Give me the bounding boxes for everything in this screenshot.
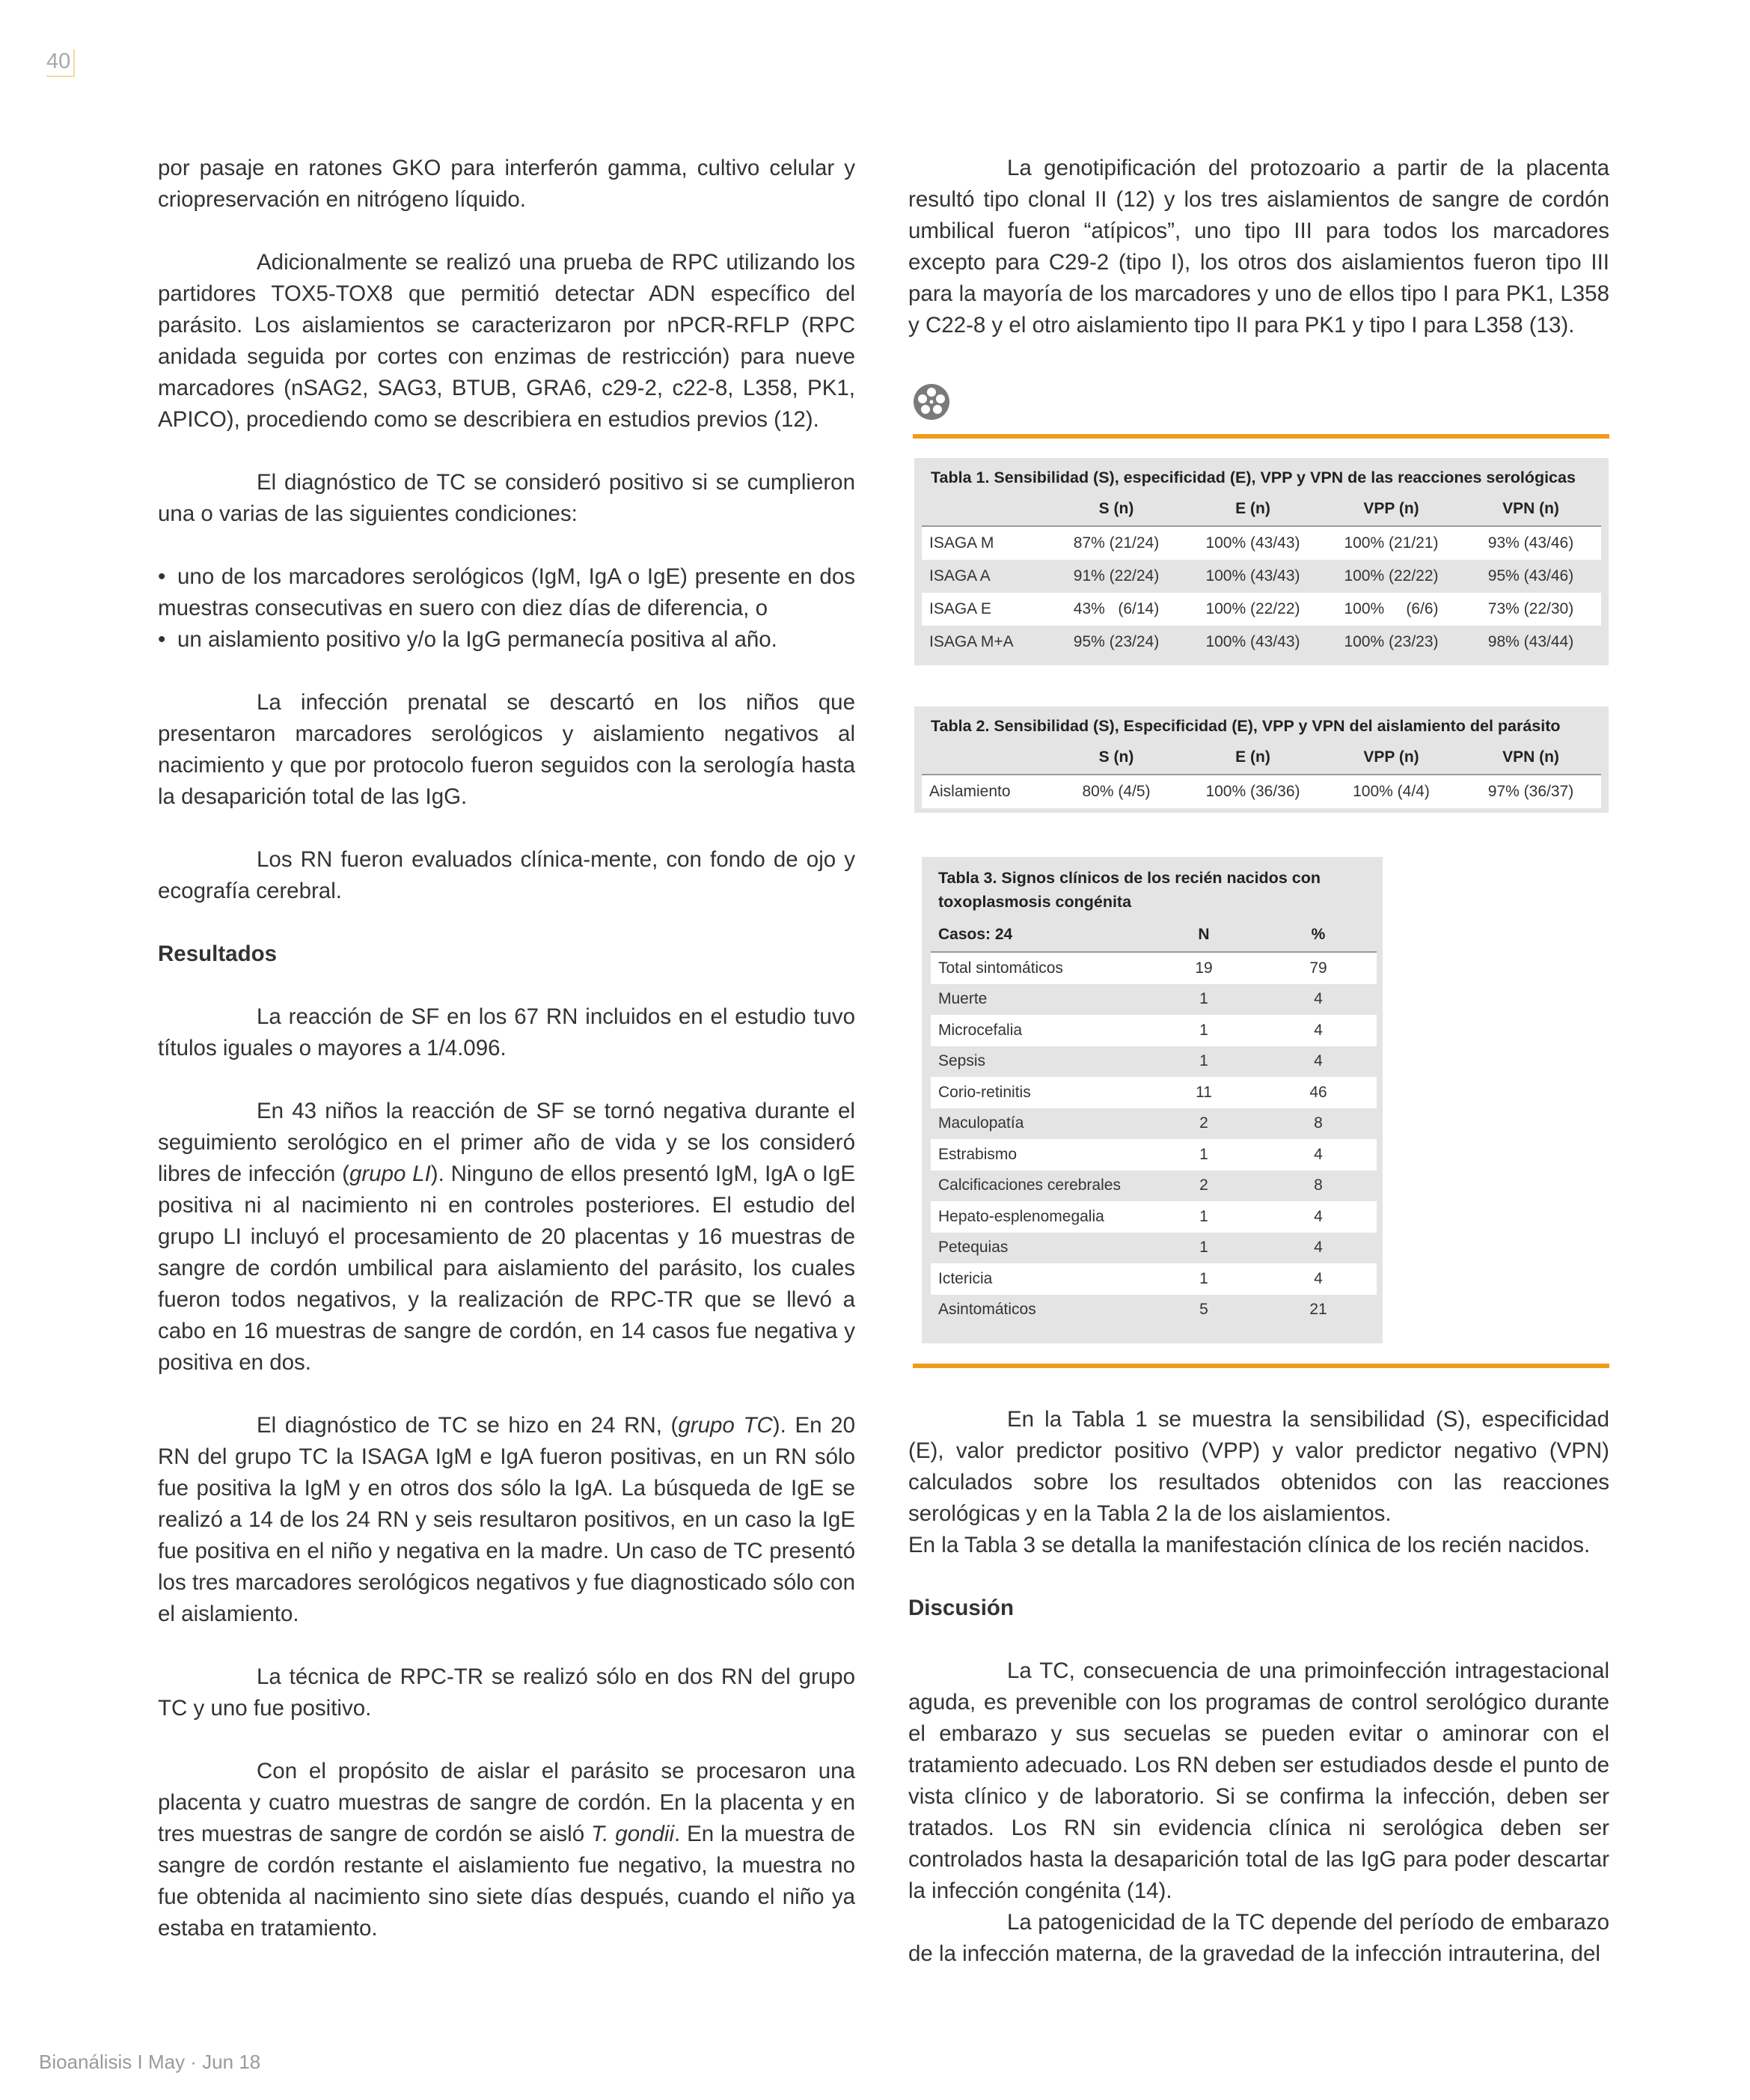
table-row <box>931 1077 1377 1108</box>
table-cell: Maculopatía <box>931 1108 1148 1140</box>
right-column-top <box>908 153 1609 341</box>
table-cell: ISAGA A <box>922 560 1049 593</box>
table-cell: 100% (22/22) <box>1322 560 1460 593</box>
table-cell: 21 <box>1260 1295 1377 1326</box>
right-column-bottom <box>908 1404 1609 1970</box>
footer-text: Bioanálisis I May · Jun 18 <box>39 2051 261 2073</box>
table-title: Tabla 3. Signos clínicos de los recién nacidos con toxoplasmosis congénita <box>938 869 1321 911</box>
table-row <box>931 1108 1377 1140</box>
table-row <box>931 1139 1377 1170</box>
table-cell: 4 <box>1260 1263 1377 1295</box>
left-column <box>158 153 855 1944</box>
table-cell: ISAGA E <box>922 593 1049 626</box>
bullet-icon: • <box>158 564 166 589</box>
table-cell: Aislamiento <box>922 775 1049 808</box>
table-cell: 95% (43/46) <box>1460 560 1601 593</box>
table-1 <box>914 458 1609 665</box>
table-cell: 1 <box>1148 1201 1260 1233</box>
bullet-icon: • <box>158 627 166 652</box>
column-header <box>922 741 1049 775</box>
column-header: E (n) <box>1184 492 1322 526</box>
column-header: VPP (n) <box>1322 492 1460 526</box>
paragraph: En la Tabla 3 se detalla la manifestación clínica de los recién nacidos. <box>908 1533 1591 1557</box>
table-3 <box>922 857 1383 1343</box>
paragraph: La TC, consecuencia de una primoinfección intragestacional aguda, es prevenible con los programas de control serológico durante el embarazo y sus secuelas se pueden evitar o aminorar con el tratamiento adecuado. Los RN deben ser estudiados desde el punto de vista clínico y de laboratorio. Si se confirma la infección, deben ser tratados. Los RN sin evidencia clínica ni serológica deben ser controlados hasta la desaparición total de las IgG para poder descartar la infección congénita (14). <box>908 1658 1609 1903</box>
table-cell: 19 <box>1148 952 1260 984</box>
bullet-item: • uno de los marcadores serológicos (IgM, IgA o IgE) presente en dos muestras consecutivas en suero con diez días de diferencia, o <box>158 561 855 624</box>
table-header-row <box>931 918 1377 952</box>
paragraph: El diagnóstico de TC se consideró positivo si se cumplieron una o varias de las siguientes condiciones: <box>158 470 855 526</box>
table-cell: Muerte <box>931 984 1148 1016</box>
table-cell: 4 <box>1260 1233 1377 1264</box>
table-cell: ISAGA M+A <box>922 626 1049 659</box>
table-cell: 5 <box>1148 1295 1260 1326</box>
orange-divider-top <box>913 434 1609 439</box>
table-cell: 1 <box>1148 1139 1260 1170</box>
table-cell: 4 <box>1260 1139 1377 1170</box>
table-cell: 43% (6/14) <box>1049 593 1184 626</box>
table-cell: 91% (22/24) <box>1049 560 1184 593</box>
table-cell: 1 <box>1148 1046 1260 1078</box>
paragraph: El diagnóstico de TC se hizo en 24 RN, (grupo TC). En 20 RN del grupo TC la ISAGA IgM e IgA fueron positivas, en un RN sólo fue positiva la IgM y en otros dos sólo la IgA. La búsqueda de IgE se realizó a 14 de los 24 RN y seis resultaron positivos, en un caso la IgE fue positiva en el niño y negativa en la madre. Un caso de TC presentó los tres marcadores serológicos negativos y fue diagnosticado sólo con el aislamiento. <box>158 1413 855 1626</box>
column-header: N <box>1148 918 1260 952</box>
table-cell: 100% (43/43) <box>1184 526 1322 560</box>
table-row <box>931 1046 1377 1078</box>
paragraph: La reacción de SF en los 67 RN incluidos en el estudio tuvo títulos iguales o mayores a 1/4.096. <box>158 1004 855 1060</box>
paragraph: La técnica de RPC-TR se realizó sólo en dos RN del grupo TC y uno fue positivo. <box>158 1664 855 1721</box>
table-cell: ISAGA M <box>922 526 1049 560</box>
section-heading-discusion: Discusión <box>908 1596 1014 1620</box>
column-header: S (n) <box>1049 492 1184 526</box>
table-cell: 100% (43/43) <box>1184 560 1322 593</box>
bullet-item: • un aislamiento positivo y/o la IgG permanecía positiva al año. <box>158 624 855 656</box>
table-row <box>931 1170 1377 1202</box>
orange-divider-bottom <box>913 1364 1609 1368</box>
paragraph: Adicionalmente se realizó una prueba de RPC utilizando los partidores TOX5-TOX8 que permitió detectar ADN específico del parásito. Los aislamientos se caracterizaron por nPCR-RFLP (RPC anidada seguida por cortes con enzimas de restricción) para nueve marcadores (nSAG2, SAG3, BTUB, GRA6, c29-2, c22-8, L358, PK1, APICO), procediendo como se describiera en estudios previos (12). <box>158 250 855 432</box>
table-row <box>922 560 1601 593</box>
table-cell: 1 <box>1148 984 1260 1016</box>
column-header: E (n) <box>1184 741 1322 775</box>
column-header: S (n) <box>1049 741 1184 775</box>
table-cell: 73% (22/30) <box>1460 593 1601 626</box>
table-cell: 100% (36/36) <box>1184 775 1322 808</box>
table-cell: 100% (43/43) <box>1184 626 1322 659</box>
table-row <box>922 593 1601 626</box>
page-number: 40 <box>46 49 75 77</box>
table-cell: 100% (22/22) <box>1184 593 1322 626</box>
table-row <box>922 626 1601 659</box>
column-header: % <box>1260 918 1377 952</box>
table-cell: 46 <box>1260 1077 1377 1108</box>
table-cell: Petequias <box>931 1233 1148 1264</box>
column-header: VPN (n) <box>1460 492 1601 526</box>
table-title: Tabla 1. Sensibilidad (S), especificidad (E), VPP y VPN de las reacciones serológicas <box>931 468 1576 486</box>
table-cell: 1 <box>1148 1263 1260 1295</box>
table-cell: 100% (23/23) <box>1322 626 1460 659</box>
table-cell: 4 <box>1260 1201 1377 1233</box>
table-row <box>922 775 1601 808</box>
table-cell: Estrabismo <box>931 1139 1148 1170</box>
table-cell: 87% (21/24) <box>1049 526 1184 560</box>
table-cell: 2 <box>1148 1170 1260 1202</box>
table-cell: 11 <box>1148 1077 1260 1108</box>
paragraph: por pasaje en ratones GKO para interferón gamma, cultivo celular y criopreservación en nitrógeno líquido. <box>158 156 855 212</box>
table-header-row <box>922 492 1601 526</box>
table-cell: 4 <box>1260 1015 1377 1046</box>
table-2 <box>914 706 1609 813</box>
table-row <box>931 1233 1377 1264</box>
data-table <box>922 492 1601 659</box>
column-header <box>922 492 1049 526</box>
table-cell: 97% (36/37) <box>1460 775 1601 808</box>
table-row <box>922 526 1601 560</box>
table-cell: 98% (43/44) <box>1460 626 1601 659</box>
paragraph: En 43 niños la reacción de SF se tornó negativa durante el seguimiento serológico en el primer año de vida y se los consideró libres de infección (grupo LI). Ninguno de ellos presentó IgM, IgA o IgE positiva ni al nacimiento ni en controles posteriores. El estudio del grupo LI incluyó el procesamiento de 20 placentas y 16 muestras de sangre de cordón umbilical para aislamiento del parásito, los cuales fueron todos negativos, y la realización de RPC-TR que se llevó a cabo en 16 muestras de sangre de cordón, en 14 casos fue negativa y positiva en dos. <box>158 1099 855 1375</box>
film-reel-icon <box>913 383 950 421</box>
table-header-row <box>922 741 1601 775</box>
table-cell: 100% (6/6) <box>1322 593 1460 626</box>
table-cell: 4 <box>1260 984 1377 1016</box>
table-title: Tabla 2. Sensibilidad (S), Especificidad (E), VPP y VPN del aislamiento del parásito <box>931 717 1561 735</box>
paragraph: La patogenicidad de la TC depende del período de embarazo de la infección materna, de la gravedad de la infección intrauterina, del <box>908 1910 1609 1966</box>
table-cell: Asintomáticos <box>931 1295 1148 1326</box>
table-cell: 1 <box>1148 1233 1260 1264</box>
table-row <box>931 1295 1377 1326</box>
paragraph: Los RN fueron evaluados clínica-mente, con fondo de ojo y ecografía cerebral. <box>158 847 855 903</box>
table-row <box>931 952 1377 984</box>
table-cell: 93% (43/46) <box>1460 526 1601 560</box>
paragraph: Con el propósito de aislar el parásito se procesaron una placenta y cuatro muestras de sangre de cordón. En la placenta y en tres muestras de sangre de cordón se aisló T. gondii. En la muestra de sangre de cordón restante el aislamiento fue negativo, la muestra no fue obtenida al nacimiento sino siete días después, cuando el niño ya estaba en tratamiento. <box>158 1759 855 1941</box>
table-cell: 8 <box>1260 1170 1377 1202</box>
table-cell: 79 <box>1260 952 1377 984</box>
table-row <box>931 984 1377 1016</box>
table-cell: 80% (4/5) <box>1049 775 1184 808</box>
table-cell: Microcefalia <box>931 1015 1148 1046</box>
column-header: Casos: 24 <box>931 918 1148 952</box>
column-header: VPN (n) <box>1460 741 1601 775</box>
table-cell: Calcificaciones cerebrales <box>931 1170 1148 1202</box>
table-cell: Ictericia <box>931 1263 1148 1295</box>
table-cell: Hepato-esplenomegalia <box>931 1201 1148 1233</box>
table-cell: 4 <box>1260 1046 1377 1078</box>
table-cell: 100% (21/21) <box>1322 526 1460 560</box>
table-cell: 8 <box>1260 1108 1377 1140</box>
paragraph: La genotipificación del protozoario a partir de la placenta resultó tipo clonal II (12) y los tres aislamientos de sangre de cordón umbilical fueron “atípicos”, uno tipo III para todos los marcadores excepto para C29-2 (tipo I), los otros dos aislamientos fueron tipo III para la mayoría de los marcadores y uno de ellos tipo I para PK1, L358 y C22-8 y el otro aislamiento tipo II para PK1 y tipo I para L358 (13). <box>908 156 1609 338</box>
data-table <box>931 918 1377 1325</box>
table-cell: Total sintomáticos <box>931 952 1148 984</box>
table-cell: Corio-retinitis <box>931 1077 1148 1108</box>
column-header: VPP (n) <box>1322 741 1460 775</box>
table-cell: Sepsis <box>931 1046 1148 1078</box>
paragraph: La infección prenatal se descartó en los niños que presentaron marcadores serológicos y aislamiento negativos al nacimiento y que por protocolo fueron seguidos con la serología hasta la desaparición total de las IgG. <box>158 690 855 809</box>
table-cell: 100% (4/4) <box>1322 775 1460 808</box>
section-heading-resultados: Resultados <box>158 941 278 966</box>
table-cell: 2 <box>1148 1108 1260 1140</box>
table-row <box>931 1201 1377 1233</box>
table-row <box>931 1263 1377 1295</box>
table-cell: 1 <box>1148 1015 1260 1046</box>
paragraph: En la Tabla 1 se muestra la sensibilidad (S), especificidad (E), valor predictor positivo (VPP) y valor predictor negativo (VPN) calculados sobre los resultados obtenidos con las reacciones serológicas y en la Tabla 2 la de los aislamientos. <box>908 1407 1609 1526</box>
table-row <box>931 1015 1377 1046</box>
table-cell: 95% (23/24) <box>1049 626 1184 659</box>
data-table <box>922 741 1601 808</box>
